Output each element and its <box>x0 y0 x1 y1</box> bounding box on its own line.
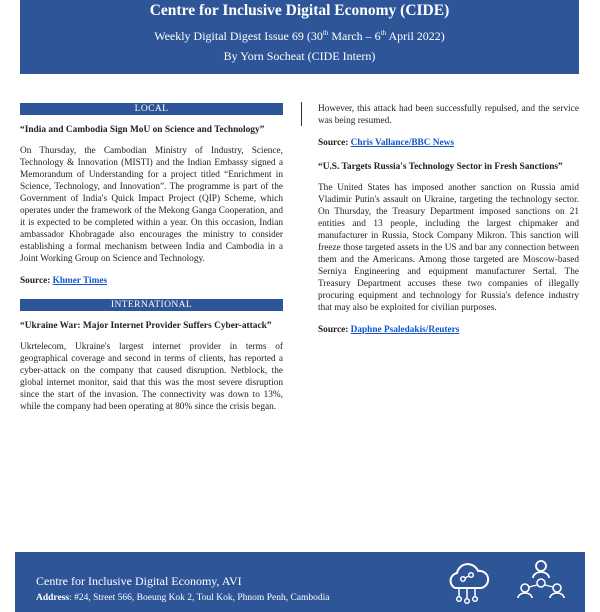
article-title: “U.S. Targets Russia's Technology Sector in Fresh Sanctions” <box>318 162 563 172</box>
issue-line-text: Weekly Digital Digest Issue 69 (30 <box>154 29 323 43</box>
article-body: On Thursday, the Cambodian Ministry of Industry, Science, Technology & Innovation (MISTI) and the Indian Embassy signed a Memorandum of Understanding for a project titled “Enrichment in Science, Technology, and Innovation”. The programme is part of the Government of India's Quick Impact Project (QIP) Scheme, which operates under the framework of the Mekong Ganga Cooperation, and it is expected to be completed within a year. On this occasion, Indian ambassador Khobragade also encourages the ministry to consider establishing a formal mechanism between India and Cambodia in a Joint Working Group on Science and Technology. <box>20 146 283 264</box>
issue-line-text: April 2022) <box>386 29 445 43</box>
section-header-international: INTERNATIONAL <box>20 299 283 311</box>
source-link[interactable]: Khmer Times <box>52 276 108 286</box>
superscript: th <box>380 29 387 37</box>
right-column <box>318 103 579 348</box>
article-title: “Ukraine War: Major Internet Provider Suffers Cyber-attack” <box>20 321 272 331</box>
left-column <box>20 103 283 423</box>
digest-footer <box>15 552 585 612</box>
article-source <box>20 275 283 287</box>
source-link[interactable]: Daphne Psaledakis/Reuters <box>350 325 460 335</box>
column-divider <box>301 102 302 126</box>
digest-title: Centre for Inclusive Digital Economy (CIDE) <box>149 2 450 19</box>
issue-line <box>20 29 579 44</box>
cloud-network-icon <box>443 558 491 604</box>
article-source <box>318 137 579 149</box>
article-source <box>318 324 579 336</box>
address-text: : #24, Street 566, Boeung Kok 2, Toul Kok, Phnom Penh, Cambodia <box>69 593 330 603</box>
source-label: Source: <box>318 138 349 148</box>
address-label: Address <box>36 593 70 603</box>
digest-header <box>20 0 579 74</box>
footer-address <box>36 593 330 603</box>
section-header-local: LOCAL <box>20 103 283 115</box>
source-link[interactable]: Chris Vallance/BBC News <box>350 138 454 148</box>
source-label: Source: <box>20 276 51 286</box>
article-body: Ukrtelecom, Ukraine's largest internet provider in terms of geographical coverage and second in terms of clients, has reported a cyber-attack on the company that caused disruption. Netblock, the global internet monitor, said that this was the most severe disruption since the start of the invasion. The connectivity was down to 13%, while the company had been operating at 80% since the crisis began. <box>20 342 283 412</box>
people-network-icon <box>515 558 567 606</box>
article-body: The United States has imposed another sanction on Russia amid Vladimir Putin's assault on Ukraine, targeting the technology sector. On Thursday, the Treasury Department imposed sanctions on 21 entities and 13 people, including the largest chipmaker and manufacturer in Russia, Stock Company Mikron. This sanction will freeze those targeted assets in the US and bar any connection between them and the Americans. Among those targeted are Moscow-based Serniya Engineering and equipment manufacturer Sertal. The Treasury Department accuses these two companies of illegally procuring equipment and technology for Russia's defence industry that may also be exploited for civilian purposes. <box>318 183 579 313</box>
superscript: th <box>322 29 329 37</box>
article-body-continued: However, this attack had been successfully repulsed, and the service was being resumed. <box>318 104 579 126</box>
author-line: By Yorn Socheat (CIDE Intern) <box>223 49 376 63</box>
source-label: Source: <box>318 325 349 335</box>
article-title: “India and Cambodia Sign MoU on Science and Technology” <box>20 125 265 135</box>
footer-org: Centre for Inclusive Digital Economy, AVI <box>36 574 242 588</box>
issue-line-text: March – 6 <box>328 29 381 43</box>
